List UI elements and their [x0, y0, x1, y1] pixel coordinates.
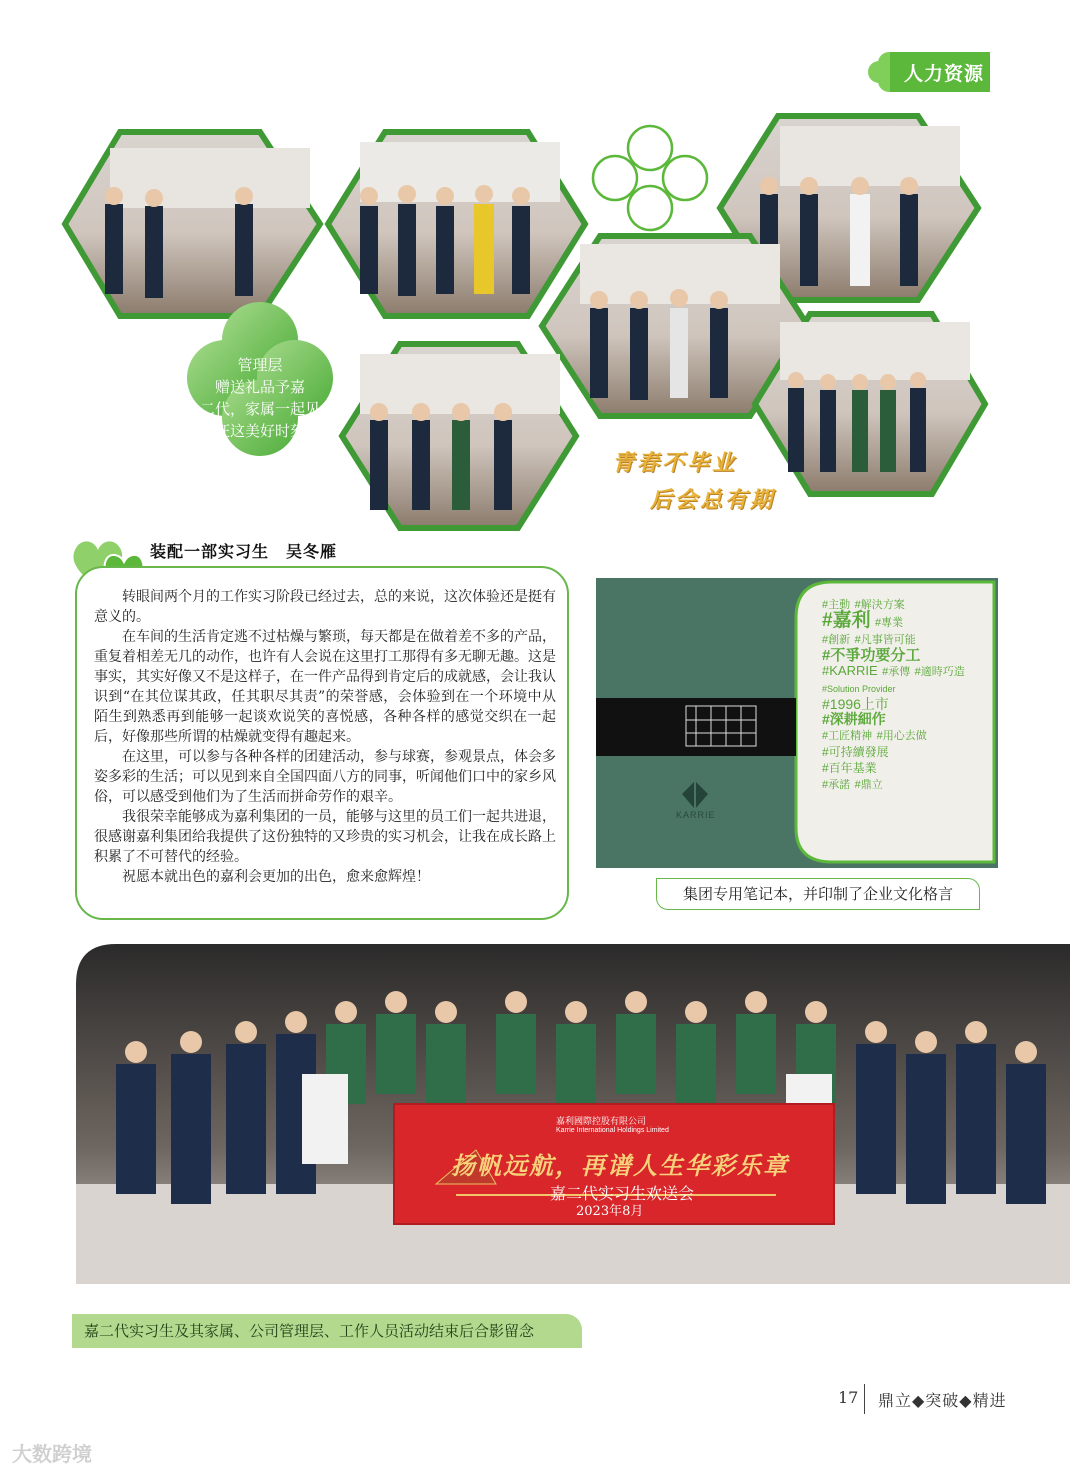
hex-photo-1 — [65, 132, 320, 316]
notebook-cover-words — [822, 596, 988, 793]
hex-photo-2 — [328, 132, 585, 316]
cover-word: #用心去做 — [876, 730, 927, 742]
cover-word: #可持續發展 — [822, 745, 889, 759]
watermark: 大数跨境 — [12, 1442, 92, 1466]
article-paragraph: 在车间的生活肯定逃不过枯燥与繁琐，每天都是在做着差不多的产品，重复着相差无几的动作，也许有人会说在这里打工那得有多无聊无趣。这是事实，其实好像又不是这样子，在一件产品得到肯定后的成就感，会让我认识到“在其位谋其政，任其职尽其责”的荣誉感，会体验到在一个环境中从陌生到熟悉再到能够一起谈欢说笑的喜悦感，各种各样的感觉交织在一起后，好像那些所谓的枯燥就变得有趣起来。 — [94, 629, 556, 745]
cover-word: #工匠精神 — [822, 730, 873, 742]
page-number: 17 — [838, 1388, 859, 1407]
article-paragraph: 转眼间两个月的工作实习阶段已经过去，总的来说，这次体验还是挺有意义的。 — [94, 589, 556, 625]
cover-word: #百年基業 — [822, 761, 877, 775]
cover-word: #嘉利 — [822, 610, 871, 631]
cover-word: #不爭功要分工 — [822, 647, 921, 664]
clover-caption-line: 赠送礼品予嘉 — [214, 378, 305, 396]
cover-word: #解決方案 — [854, 599, 905, 611]
footer-divider — [864, 1384, 865, 1414]
cover-word: #深耕細作 — [822, 711, 886, 727]
cover-word: #KARRIE — [822, 663, 878, 678]
youth-slogan — [612, 446, 812, 514]
article-paragraph: 祝愿本就出色的嘉利会更加的出色，愈来愈辉煌！ — [122, 869, 430, 885]
group-caption-text: 嘉二代实习生及其家属、公司管理层、工作人员活动结束后合影留念 — [84, 1322, 535, 1340]
section-tag-label: 人力资源 — [904, 63, 985, 85]
cover-word: #鼎立 — [854, 779, 883, 791]
notebook-brand: KARRIE — [676, 810, 716, 820]
article-body — [94, 587, 556, 887]
cover-word: #承傳 — [882, 666, 911, 678]
cover-word: #1996上市 — [822, 696, 889, 712]
banner-company-en: Karrie International Holdings Limited — [556, 1127, 669, 1134]
clover-caption-line: 管理层 — [237, 356, 283, 374]
cover-word: #凡事皆可能 — [854, 634, 916, 646]
section-tag — [868, 52, 990, 92]
article-paragraph: 在这里，可以参与各种各样的团建活动，参与球赛，参观景点，体会多姿多彩的生活；可以见到来自全国四面八方的同事，听闻他们口中的家乡风俗，可以感受到他们为了生活而拼命劳作的艰辛。 — [94, 749, 556, 805]
article-title: 装配一部实习生 吴冬雁 — [150, 542, 338, 561]
youth-slogan-line-2: 后会总有期 — [650, 487, 776, 513]
cover-word: #專業 — [875, 617, 904, 629]
group-photo — [76, 944, 1070, 1284]
footer-slogan: 鼎立◆突破◆精进 — [878, 1391, 1007, 1410]
group-caption — [72, 1314, 582, 1348]
article-paragraph: 我很荣幸能够成为嘉利集团的一员，能够与这里的员工们一起共进退，很感谢嘉利集团给我提供了这份独特的又珍贵的实习机会，让我在成长路上积累了不可替代的经验。 — [94, 809, 556, 865]
clover-outline-icon — [593, 126, 707, 230]
banner-date: 2023年8月 — [576, 1204, 644, 1219]
clover-caption-line: 二代，家属一起见 — [199, 400, 320, 418]
banner-slogan: 扬帆远航，再谱人生华彩乐章 — [451, 1151, 789, 1180]
youth-slogan-line-1: 青春不毕业 — [612, 450, 738, 476]
cover-word: #適時巧造 — [914, 666, 965, 678]
cover-word: #Solution Provider — [822, 684, 896, 694]
hex-photo-5 — [342, 344, 576, 528]
cover-word: #承諾 — [822, 779, 851, 791]
notebook-photo — [596, 578, 998, 868]
banner-event: 嘉二代实习生欢送会 — [550, 1184, 695, 1203]
clover-caption-line: 证这美好时刻 — [214, 422, 305, 440]
clover-caption — [195, 354, 325, 444]
hexagon-photo-grid — [60, 108, 990, 538]
notebook-caption-text: 集团专用笔记本，并印制了企业文化格言 — [682, 885, 953, 903]
cover-word: #主動 — [822, 599, 851, 611]
banner-company-cn: 嘉利國際控股有限公司 — [556, 1117, 647, 1127]
cover-word: #創新 — [822, 634, 851, 646]
notebook-caption — [656, 878, 980, 910]
